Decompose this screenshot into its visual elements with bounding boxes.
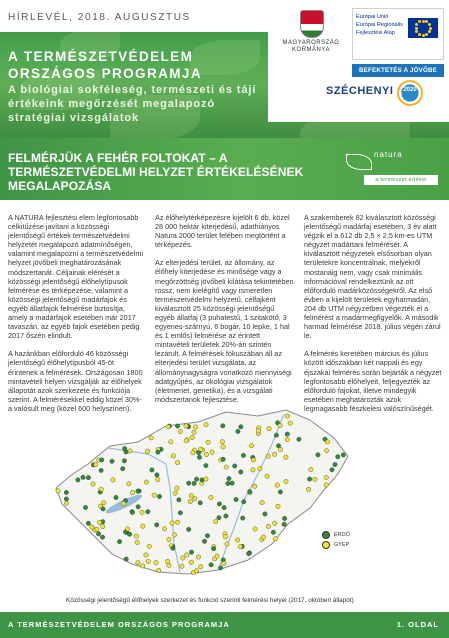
survey-point xyxy=(152,493,156,497)
survey-point xyxy=(333,462,337,466)
eu-star-icon xyxy=(425,33,428,36)
survey-point xyxy=(233,464,237,468)
paragraph: A felmérés keretében március és július között időszakban két nappali és egy éjszakai felmérés során bejárták a négyzet legfontosabb élőhelyeit, feljegyezték az előforduló fajokat, illetve mindegyik esetében meghatározták azok legmagasabb fészkelési valószínűségét. xyxy=(304,349,442,413)
survey-point xyxy=(285,432,289,436)
map-legend xyxy=(322,530,350,550)
survey-point xyxy=(96,532,100,536)
survey-point xyxy=(241,453,245,457)
survey-map xyxy=(48,404,358,584)
survey-point xyxy=(261,535,265,539)
survey-point xyxy=(111,478,115,482)
survey-point xyxy=(122,459,126,463)
survey-point xyxy=(285,414,289,418)
survey-point xyxy=(198,501,202,505)
survey-point xyxy=(197,455,201,459)
survey-point xyxy=(251,468,255,472)
paragraph: A NATURA fejlesztési elem legfontosabb célkitűzése javítani a közösségi jelentőségű értékek természetvédelmi helyzetét megalapozó adatmínőségen, valamint megalapozni a természetvédelmi helyzet jövőbeli meghatározásának módszertanát. Céljainak elérését a közösségi jelentőségű élőhelytípusok felmérése és térképezése, valamint a közösségi jelentőségű madárfajok és egyéb állatfajok felmérése biztosítja, amely a madárfajok esetében már 2017 tavaszán, az egyéb fajok esetében pedig 2017 őszén elindult. xyxy=(8,213,143,341)
survey-point xyxy=(100,458,104,462)
survey-point xyxy=(128,449,132,453)
survey-point xyxy=(166,425,170,429)
survey-point xyxy=(76,478,80,482)
szechenyi-year: 2020 xyxy=(403,87,417,93)
survey-point xyxy=(248,489,252,493)
survey-point xyxy=(288,421,292,425)
survey-point xyxy=(95,527,99,531)
survey-point xyxy=(223,535,227,539)
eu-star-icon xyxy=(428,30,431,33)
survey-point xyxy=(276,504,280,508)
survey-point xyxy=(251,458,255,462)
survey-point xyxy=(224,465,228,469)
survey-point xyxy=(100,535,104,539)
survey-point xyxy=(170,521,174,525)
survey-point xyxy=(252,484,256,488)
survey-point xyxy=(191,451,195,455)
eu-banner: BEFEKTETÉS A JÖVŐBE xyxy=(352,64,444,77)
survey-point xyxy=(196,555,200,559)
survey-point xyxy=(239,470,243,474)
survey-point xyxy=(102,501,106,505)
survey-point xyxy=(265,474,269,478)
survey-point xyxy=(247,551,251,555)
survey-point xyxy=(204,477,208,481)
survey-point xyxy=(224,514,228,518)
article-title: FELMÉRJÜK A FEHÉR FOLTOKAT – A TERMÉSZETVÉDELMI HELYZET ÉRTÉKELÉSÉNEK MEGALAPOZÁSA xyxy=(8,151,304,193)
survey-point xyxy=(307,477,311,481)
survey-point xyxy=(324,483,328,487)
survey-point xyxy=(313,477,317,481)
legend-item xyxy=(322,540,350,550)
survey-point xyxy=(202,539,206,543)
eu-line: Európai Regionális xyxy=(356,22,403,28)
survey-point xyxy=(149,436,153,440)
survey-point xyxy=(210,450,214,454)
survey-point xyxy=(144,480,148,484)
survey-point xyxy=(175,486,179,490)
szechenyi-logo-text: SZÉCHENYI xyxy=(326,85,394,97)
survey-point xyxy=(222,561,226,565)
survey-point xyxy=(217,516,221,520)
survey-point xyxy=(99,468,103,472)
survey-point xyxy=(178,511,182,515)
survey-point xyxy=(147,544,151,548)
survey-point xyxy=(253,527,257,531)
survey-point xyxy=(221,424,225,428)
survey-point xyxy=(140,510,144,514)
survey-point xyxy=(256,429,260,433)
survey-point xyxy=(341,453,345,457)
survey-point xyxy=(154,561,158,565)
eu-star-icon xyxy=(415,23,418,26)
survey-point xyxy=(273,521,277,525)
survey-point xyxy=(193,425,197,429)
survey-point xyxy=(146,510,150,514)
footer-program: A TERMÉSZETVÉDELEM ORSZÁGOS PROGRAMJA xyxy=(8,620,230,629)
survey-point xyxy=(155,473,159,477)
survey-point xyxy=(145,449,149,453)
survey-point xyxy=(211,547,215,551)
natura-logo-text: natura xyxy=(374,150,403,159)
survey-point xyxy=(167,537,171,541)
survey-point xyxy=(189,560,193,564)
article-column-1 xyxy=(8,213,145,422)
survey-point xyxy=(282,516,286,520)
survey-point xyxy=(184,438,188,442)
survey-point xyxy=(258,467,262,471)
survey-point xyxy=(194,477,198,481)
eu-star-icon xyxy=(415,27,418,30)
survey-point xyxy=(94,463,98,467)
survey-point xyxy=(169,440,173,444)
survey-point xyxy=(204,463,208,467)
survey-point xyxy=(135,540,139,544)
program-title: A TERMÉSZETVÉDELEM ORSZÁGOS PROGRAMJA xyxy=(8,49,202,81)
survey-point xyxy=(222,505,226,509)
survey-point xyxy=(178,429,182,433)
survey-point xyxy=(324,475,328,479)
survey-point xyxy=(86,475,90,479)
survey-point xyxy=(193,497,197,501)
eu-logo-text xyxy=(356,13,408,37)
survey-point xyxy=(221,445,225,449)
survey-point xyxy=(189,550,193,554)
survey-point xyxy=(187,481,191,485)
survey-point xyxy=(99,487,103,491)
survey-point xyxy=(156,568,160,572)
survey-point xyxy=(101,507,105,511)
survey-point xyxy=(146,559,150,563)
paragraph: Az élőhelytérképezésre kijelölt 6 db, közel 28 000 hektár kiterjedésű, adathiányos Natura 2000 terület felében megtörtént a térképezés. xyxy=(155,213,290,250)
survey-point xyxy=(194,569,198,573)
survey-point xyxy=(272,452,276,456)
legend-item xyxy=(322,530,350,540)
survey-point xyxy=(204,452,208,456)
survey-point xyxy=(97,520,101,524)
survey-point xyxy=(278,423,282,427)
legend-swatch xyxy=(322,541,330,549)
paragraph: Az elterjedési terület, az állomány, az élőhely kiterjedése és minősége vagy a megőrzöttség jövőbeli kilátása tekintetében rossz, nem kielégítő vagy ismeretlen természetvédelmi helyzetű, célfajként kiválasztott 25 közösségi jelentőségű egyéb állatfaj (3 puhatestű, 1 szitakötő, 3 egyenes-szárnyú, 6 bogár, 10 lepke, 1 hal és 1 emlős) felmérése az érintett mintavételi területek 20%-án szintén lezárult. A felmérések fókuszában áll az elterjedési terület vizsgálata, az állománynagyságra vonatkozó mennyiségi adatgyűjtés, az ökológiai vizsgálatok (életmenet, genetika), és a vizsgálati módszertanok fejlesztése. xyxy=(155,258,294,404)
survey-point xyxy=(297,437,301,441)
survey-point xyxy=(184,424,188,428)
survey-point xyxy=(162,527,166,531)
survey-point xyxy=(83,505,87,509)
survey-point xyxy=(325,440,329,444)
survey-point xyxy=(121,467,125,471)
article-column-2 xyxy=(155,213,295,413)
eu-star-icon xyxy=(422,34,425,37)
survey-point xyxy=(110,459,114,463)
survey-point xyxy=(56,489,60,493)
survey-point xyxy=(239,425,243,429)
survey-point xyxy=(234,497,238,501)
survey-point xyxy=(316,453,320,457)
survey-point xyxy=(241,516,245,520)
survey-point xyxy=(156,450,160,454)
newsletter-date: HÍRLEVÉL, 2018. AUGUSZTUS xyxy=(8,12,191,23)
survey-point xyxy=(200,478,204,482)
survey-point xyxy=(275,483,279,487)
survey-point xyxy=(127,532,131,536)
survey-point xyxy=(204,423,208,427)
survey-point xyxy=(226,481,230,485)
survey-point xyxy=(125,527,129,531)
survey-point xyxy=(278,447,282,451)
survey-point xyxy=(242,500,246,504)
survey-point xyxy=(144,553,148,557)
survey-point xyxy=(81,475,85,479)
survey-point xyxy=(209,495,213,499)
survey-point xyxy=(227,476,231,480)
footer-page-number: 1. OLDAL xyxy=(396,620,439,629)
survey-point xyxy=(172,533,176,537)
survey-point xyxy=(136,505,140,509)
survey-point xyxy=(175,424,179,428)
survey-point xyxy=(336,455,340,459)
survey-point xyxy=(220,440,224,444)
eu-line: Fejlesztési Alap xyxy=(356,30,395,36)
paragraph: A szakemberek 82 kiválasztott közösségi jelentőségű madárfaj esetében, 3 év alatt végzik el a 612 db 2,5 × 2,5 km-es UTM négyzet madártani felmérését. A kiválasztott négyzetek elsősorban olyan területekre koncentrálnak, melyekről mostanáig nem, vagy csak minimális információval rendelkeztünk az ott előforduló madárközösségekről. Az első évben a kijelölt területek egyharmadán, 204 db UTM négyzetben végezték el a felmérést a madárrnegfigyelők. A második harmad felmérése 2018. július végén zárul le. xyxy=(304,213,441,341)
eu-flag-icon xyxy=(408,18,438,38)
survey-point xyxy=(274,537,278,541)
survey-point xyxy=(260,500,264,504)
survey-point xyxy=(309,467,313,471)
legend-label: ERDŐ xyxy=(334,532,350,538)
survey-point xyxy=(156,477,160,481)
survey-point xyxy=(173,491,177,495)
survey-point xyxy=(64,490,68,494)
survey-point xyxy=(274,433,278,437)
survey-point xyxy=(157,494,161,498)
natura-tagline: a természet értékei xyxy=(364,175,438,185)
survey-point xyxy=(284,455,288,459)
eu-star-icon xyxy=(418,20,421,23)
survey-point xyxy=(91,482,95,486)
eu-star-icon xyxy=(428,23,431,26)
survey-point xyxy=(190,435,194,439)
survey-point xyxy=(282,522,286,526)
survey-point xyxy=(185,553,189,557)
survey-point xyxy=(266,524,270,528)
government-logo-text: MAGYARORSZÁG KORMÁNYA xyxy=(282,40,340,53)
survey-point xyxy=(141,564,145,568)
survey-point xyxy=(175,520,179,524)
survey-point xyxy=(230,481,234,485)
survey-point xyxy=(206,440,210,444)
map-caption: Közösségi jelentőségű élőhelyek szerkezet és funkció szerinti felmérési helyei (2017. októberi állapot) xyxy=(66,597,354,604)
survey-point xyxy=(117,539,121,543)
survey-point xyxy=(225,542,229,546)
survey-point xyxy=(205,534,209,538)
survey-point xyxy=(130,490,134,494)
survey-point xyxy=(122,501,126,505)
survey-point xyxy=(127,482,131,486)
survey-point xyxy=(330,468,334,472)
legend-label: GYEP xyxy=(334,542,350,548)
survey-point xyxy=(192,481,196,485)
survey-point xyxy=(114,495,118,499)
survey-point xyxy=(180,564,184,568)
survey-point xyxy=(171,454,175,458)
paragraph: A hazánkban előforduló 46 közösségi jelentőségű élőhelytípusból 45-öt érintenek a felmérések. Országosan 1800 mintavételi helyen vizsgálják az élőhelyek állapotát azok szerkezete és funkciója szerint. A felmérésekkel eddig közel 30%-a valósult meg (közel 600 helyszínen). xyxy=(8,349,143,413)
survey-point xyxy=(171,546,175,550)
survey-point xyxy=(236,429,240,433)
survey-point xyxy=(266,454,270,458)
survey-point xyxy=(249,443,253,447)
survey-point xyxy=(90,525,94,529)
survey-point xyxy=(199,447,203,451)
survey-point xyxy=(278,490,282,494)
survey-point xyxy=(235,538,239,542)
survey-point xyxy=(123,446,127,450)
survey-point xyxy=(101,524,105,528)
survey-point xyxy=(150,468,154,472)
survey-point xyxy=(192,430,196,434)
coat-of-arms-icon xyxy=(300,10,324,38)
survey-point xyxy=(165,559,169,563)
eu-star-icon xyxy=(418,33,421,36)
survey-point xyxy=(136,489,140,493)
program-subtitle: A biológiai sokféleség, természeti és tájí értékeink megőrzését megalapozó stratégiai vizsgálatok xyxy=(8,84,257,124)
survey-point xyxy=(175,460,179,464)
survey-point xyxy=(130,510,134,514)
article-column-3 xyxy=(304,213,442,422)
survey-point xyxy=(136,561,140,565)
survey-point xyxy=(209,563,213,567)
survey-point xyxy=(187,527,191,531)
survey-point xyxy=(324,449,328,453)
survey-point xyxy=(141,524,145,528)
survey-point xyxy=(284,479,288,483)
survey-point xyxy=(267,427,271,431)
survey-point xyxy=(64,501,68,505)
survey-point xyxy=(134,534,138,538)
survey-point xyxy=(86,521,90,525)
survey-point xyxy=(181,556,185,560)
survey-point xyxy=(155,523,159,527)
eu-line: Európai Unió xyxy=(356,14,389,20)
survey-point xyxy=(188,499,192,503)
survey-point xyxy=(263,512,267,516)
survey-point xyxy=(306,487,310,491)
survey-point xyxy=(124,557,128,561)
survey-point xyxy=(217,502,221,506)
survey-point xyxy=(238,544,242,548)
survey-point xyxy=(215,554,219,558)
legend-swatch xyxy=(322,531,330,539)
survey-point xyxy=(285,437,289,441)
survey-point xyxy=(213,519,217,523)
survey-point xyxy=(221,457,225,461)
survey-point xyxy=(218,566,222,570)
survey-point xyxy=(64,497,68,501)
survey-point xyxy=(271,530,275,534)
szechenyi-ring-icon xyxy=(397,80,423,106)
survey-point xyxy=(177,498,181,502)
hungary-map xyxy=(48,404,358,584)
survey-point xyxy=(199,564,203,568)
